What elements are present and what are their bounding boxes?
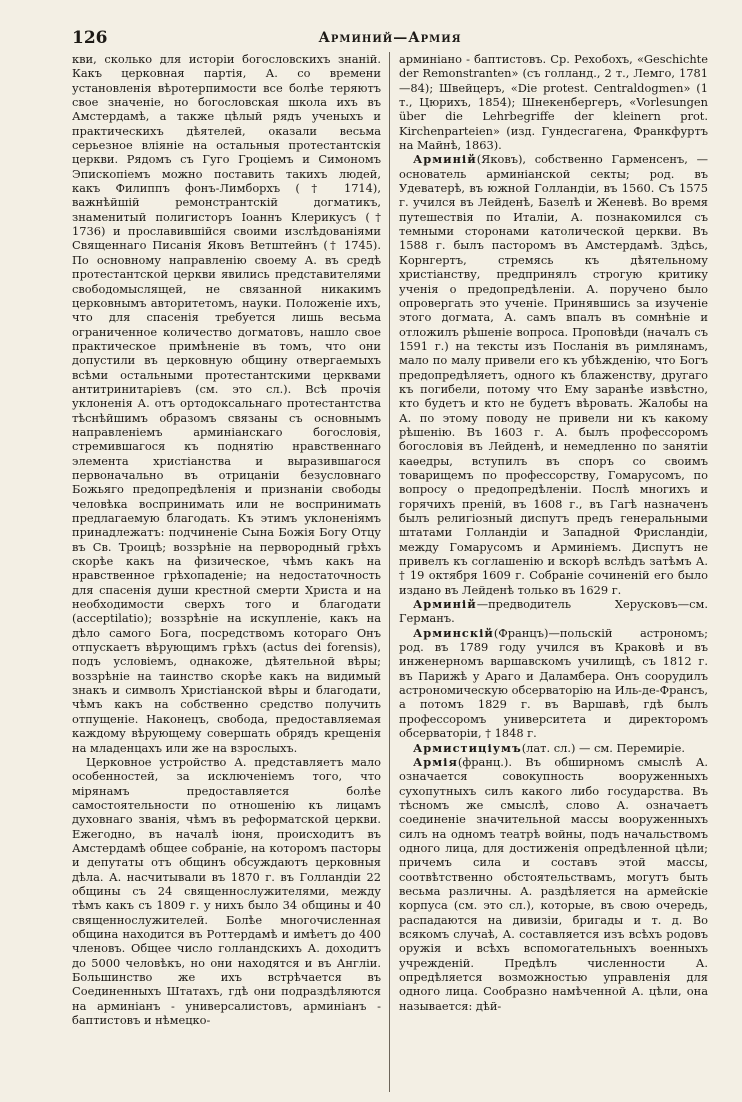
left-column [72, 52, 389, 1092]
dictionary-entry [399, 626, 708, 741]
dictionary-entry [399, 741, 708, 755]
paragraph: Церковное устройство А. представляетъ мало особенностей, за исключеніемъ того, что мірянамъ предоставляется болѣе самостоятельности по отношенію къ лицамъ духовнаго званія, чѣмъ въ реформатской церкви. Ежегодно, въ началѣ іюня, происходитъ въ Амстердамѣ общее собраніе, на которомъ пасторы и депутаты отъ общинъ обсуждаютъ церковныя дѣла. А. насчитывали въ 1870 г. въ Голландіи 22 общины съ 24 священнослужителями, между тѣмъ какъ съ 1809 г. у нихъ было 34 общины и 40 священнослужителей. Болѣе многочисленная община находится въ Роттердамѣ и имѣетъ до 400 членовъ. Общее число голландскихъ А. доходитъ до 5000 человѣкъ, но они находятся и въ Англіи. Большинство же ихъ встрѣчается въ Соединенныхъ Штатахъ, гдѣ они подраздѣляются на арминіанъ - универсалистовъ, арминіанъ - баптистовъ и нѣмецко- [72, 754, 381, 1028]
dictionary-entry [399, 152, 708, 597]
running-head: Арминий—Армия [318, 30, 462, 46]
entry-headword: Армія [413, 754, 458, 769]
entry-headword: Арминій [413, 597, 477, 612]
right-column [389, 52, 708, 1092]
entry-headword: Армистиціумъ [413, 740, 522, 755]
dictionary-entry [399, 755, 708, 1013]
entry-text: (лат. сл.) — см. Перемиріе. [521, 740, 685, 755]
entry-text: (Францъ)—польскій астрономъ; род. въ 1789 году учился въ Краковѣ и въ инженерномъ варшавскомъ училищѣ, съ 1812 г. въ Парижѣ у Араго и Даламбера. Онъ соорудилъ астрономическую обсерваторію на Иль-де-Франсъ, а потомъ 1829 г. въ Варшавѣ, гдѣ былъ профессоромъ университета и директоромъ обсерваторіи, † 1848 г. [399, 625, 708, 741]
paragraph: кви, сколько для исторіи богословскихъ знаній. Какъ церковная партія, А. со времени установленія вѣротерпимости все болѣе теряютъ свое значеніе, но богословская школа ихъ въ Амстердамѣ, а также цѣлый рядъ ученыхъ и практическихъ дѣятелей, оказали весьма серьезное вліяніе на остальныя протестантскія церкви. Рядомъ съ Гуго Гроціемъ и Симономъ Эпископіемъ можно поставить такихъ людей, какъ Филиппъ фонъ-Лимборхъ († 1714), важнѣйшій ремонстрантскій догматикъ, знаменитый полигисторъ Іоаннъ Клерикусъ († 1736) и прославившійся своими изслѣдованіями Священнаго Писанія Яковъ Ветштейнъ († 1745). По основному направленію своему А. въ средѣ протестантской церкви явились представителями свободомыслящей, не связанной никакимъ церковнымъ авторитетомъ, науки. Положеніе ихъ, что для спасенія требуется лишь весьма ограниченное количество догматовъ, нашло свое практическое примѣненіе въ томъ, что они допустили въ церковную общину отвергаемыхъ всѣми остальными протестантскими церквами антитринитаріевъ (см. это сл.). Всѣ прочія уклоненія А. отъ ортодоксальнаго протестантства тѣснѣйшимъ образомъ связаны съ основнымъ направленіемъ арминіанскаго богословія, стремившагося къ поднятію нравственнаго элемента христіанства и выразившагося первоначально въ отрицаніи безусловнаго Божьяго предопредѣленія и признаніи свободы человѣка воспринимать или не воспринимать предлагаемую благодать. Къ этимъ уклоненіямъ принадлежатъ: подчиненіе Сына Божія Богу Отцу въ Св. Троицѣ; воззрѣніе на первородный грѣхъ скорѣе какъ на физическое, чѣмъ какъ на нравственное грѣхопаденіе; на недостаточность для спасенія души крестной смерти Христа и на необходимости сверхъ того и благодати (acceptilatio); воззрѣніе на искупленіе, какъ на дѣло самого Бога, посредствомъ котораго Онъ отпускаетъ вѣрующимъ грѣхъ (actus dei forensis), подъ условіемъ, однакоже, дѣятельной вѣры; воззрѣніе на таинство скорѣе какъ на видимый знакъ и символъ Христіанской вѣры и благодати, чѣмъ какъ на собственно средство получить отпущеніе. Наконецъ, свобода, предоставляемая каждому вѣрующему совершать обрядъ крещенія на младенцахъ или же на взрослыхъ. [72, 52, 381, 755]
page-header [72, 22, 708, 52]
entry-text: (франц.). Въ обширномъ смыслѣ А. означается совокупность вооруженныхъ сухопутныхъ силъ какого либо государства. Въ тѣсномъ же смыслѣ, слово А. означаетъ соединеніе значительной массы вооруженныхъ силъ на одномъ театрѣ войны, подъ начальствомъ одного лица, для достиженія опредѣленной цѣли; причемъ сила и составъ этой массы, соотвѣтственно обстоятельствамъ, могутъ быть весьма различны. А. раздѣляется на армейскіе корпуса (см. это сл.), которые, въ свою очередь, распадаются на дивизіи, бригады и т. д. Во всякомъ случаѣ, А. составляется изъ всѣхъ родовъ оружія и всѣхъ вспомогательныхъ военныхъ учрежденій. Предѣлъ численности А. опредѣляется возможностью управленія для одного лица. Сообразно намѣченной А. цѣли, она называется: дѣй- [399, 754, 708, 1013]
entry-text: —предводитель Херусковъ—см. Германъ. [399, 597, 708, 626]
entry-headword: Арминій [413, 152, 477, 167]
paragraph: арминіано - баптистовъ. Ср. Рехобохъ, «Geschichte der Remonstranten» (съ голланд., 2 т., Лемго, 1781—84); Швейцеръ, «Die protest. Centraldogmen» (1 т., Цюрихъ, 1854); Шнекенбергеръ, «Vorlesungen über die Lehrbegriffe der kleinern prot. Kirchenparteien» (изд. Гундесгагена, Франкфуртъ на Майнѣ, 1863). [399, 52, 708, 153]
page-number: 126 [72, 28, 108, 48]
dictionary-entry [399, 597, 708, 626]
text-columns [72, 52, 708, 1092]
entry-headword: Арминскій [413, 625, 494, 640]
entry-text: (Яковъ), собственно Гарменсенъ, —основатель арминіанской секты; род. въ Удеватерѣ, въ южной Голландіи, въ 1560. Съ 1575 г. учился въ Лейденѣ, Базелѣ и Женевѣ. Во время путешествія по Италіи, А. познакомился съ темными сторонами католической церкви. Въ 1588 г. былъ пасторомъ въ Амстердамѣ. Здѣсь, Корнгертъ, стремясь къ дѣятельному христіанству, предпринялъ строгую критику ученія о предопредѣленіи. А. поручено было опровергать это ученіе. Принявшись за изученіе этого догмата, А. самъ впалъ въ сомнѣніе и отложилъ рѣшеніе вопроса. Проповѣди (началъ съ 1591 г.) на тексты изъ Посланія въ римлянамъ, мало по малу привели его къ убѣжденію, что Богъ предопредѣляетъ, одного къ блаженству, другаго къ погибели, потому что Ему заранѣе извѣстно, кто будетъ и кто не будетъ вѣровать. Жалобы на А. по этому поводу не привели ни къ какому рѣшенію. Въ 1603 г. А. былъ профессоромъ богословія въ Лейденѣ, и немедленно по занятіи каѳедры, вступилъ въ споръ со своимъ товарищемъ по профессорству, Гомарусомъ, по вопросу о предопредѣленіи. Послѣ многихъ и горячихъ преній, въ 1608 г., въ Гагѣ назначенъ былъ религіозный диспутъ предъ генеральными штатами Голландіи и Западной Фрисландіи, между Гомарусомъ и Арминіемъ. Диспутъ не привелъ къ соглашенію и вскорѣ вслѣдъ затѣмъ А. † 19 октября 1609 г. Собраніе сочиненій его было издано въ Лейденѣ только въ 1629 г. [399, 152, 708, 597]
